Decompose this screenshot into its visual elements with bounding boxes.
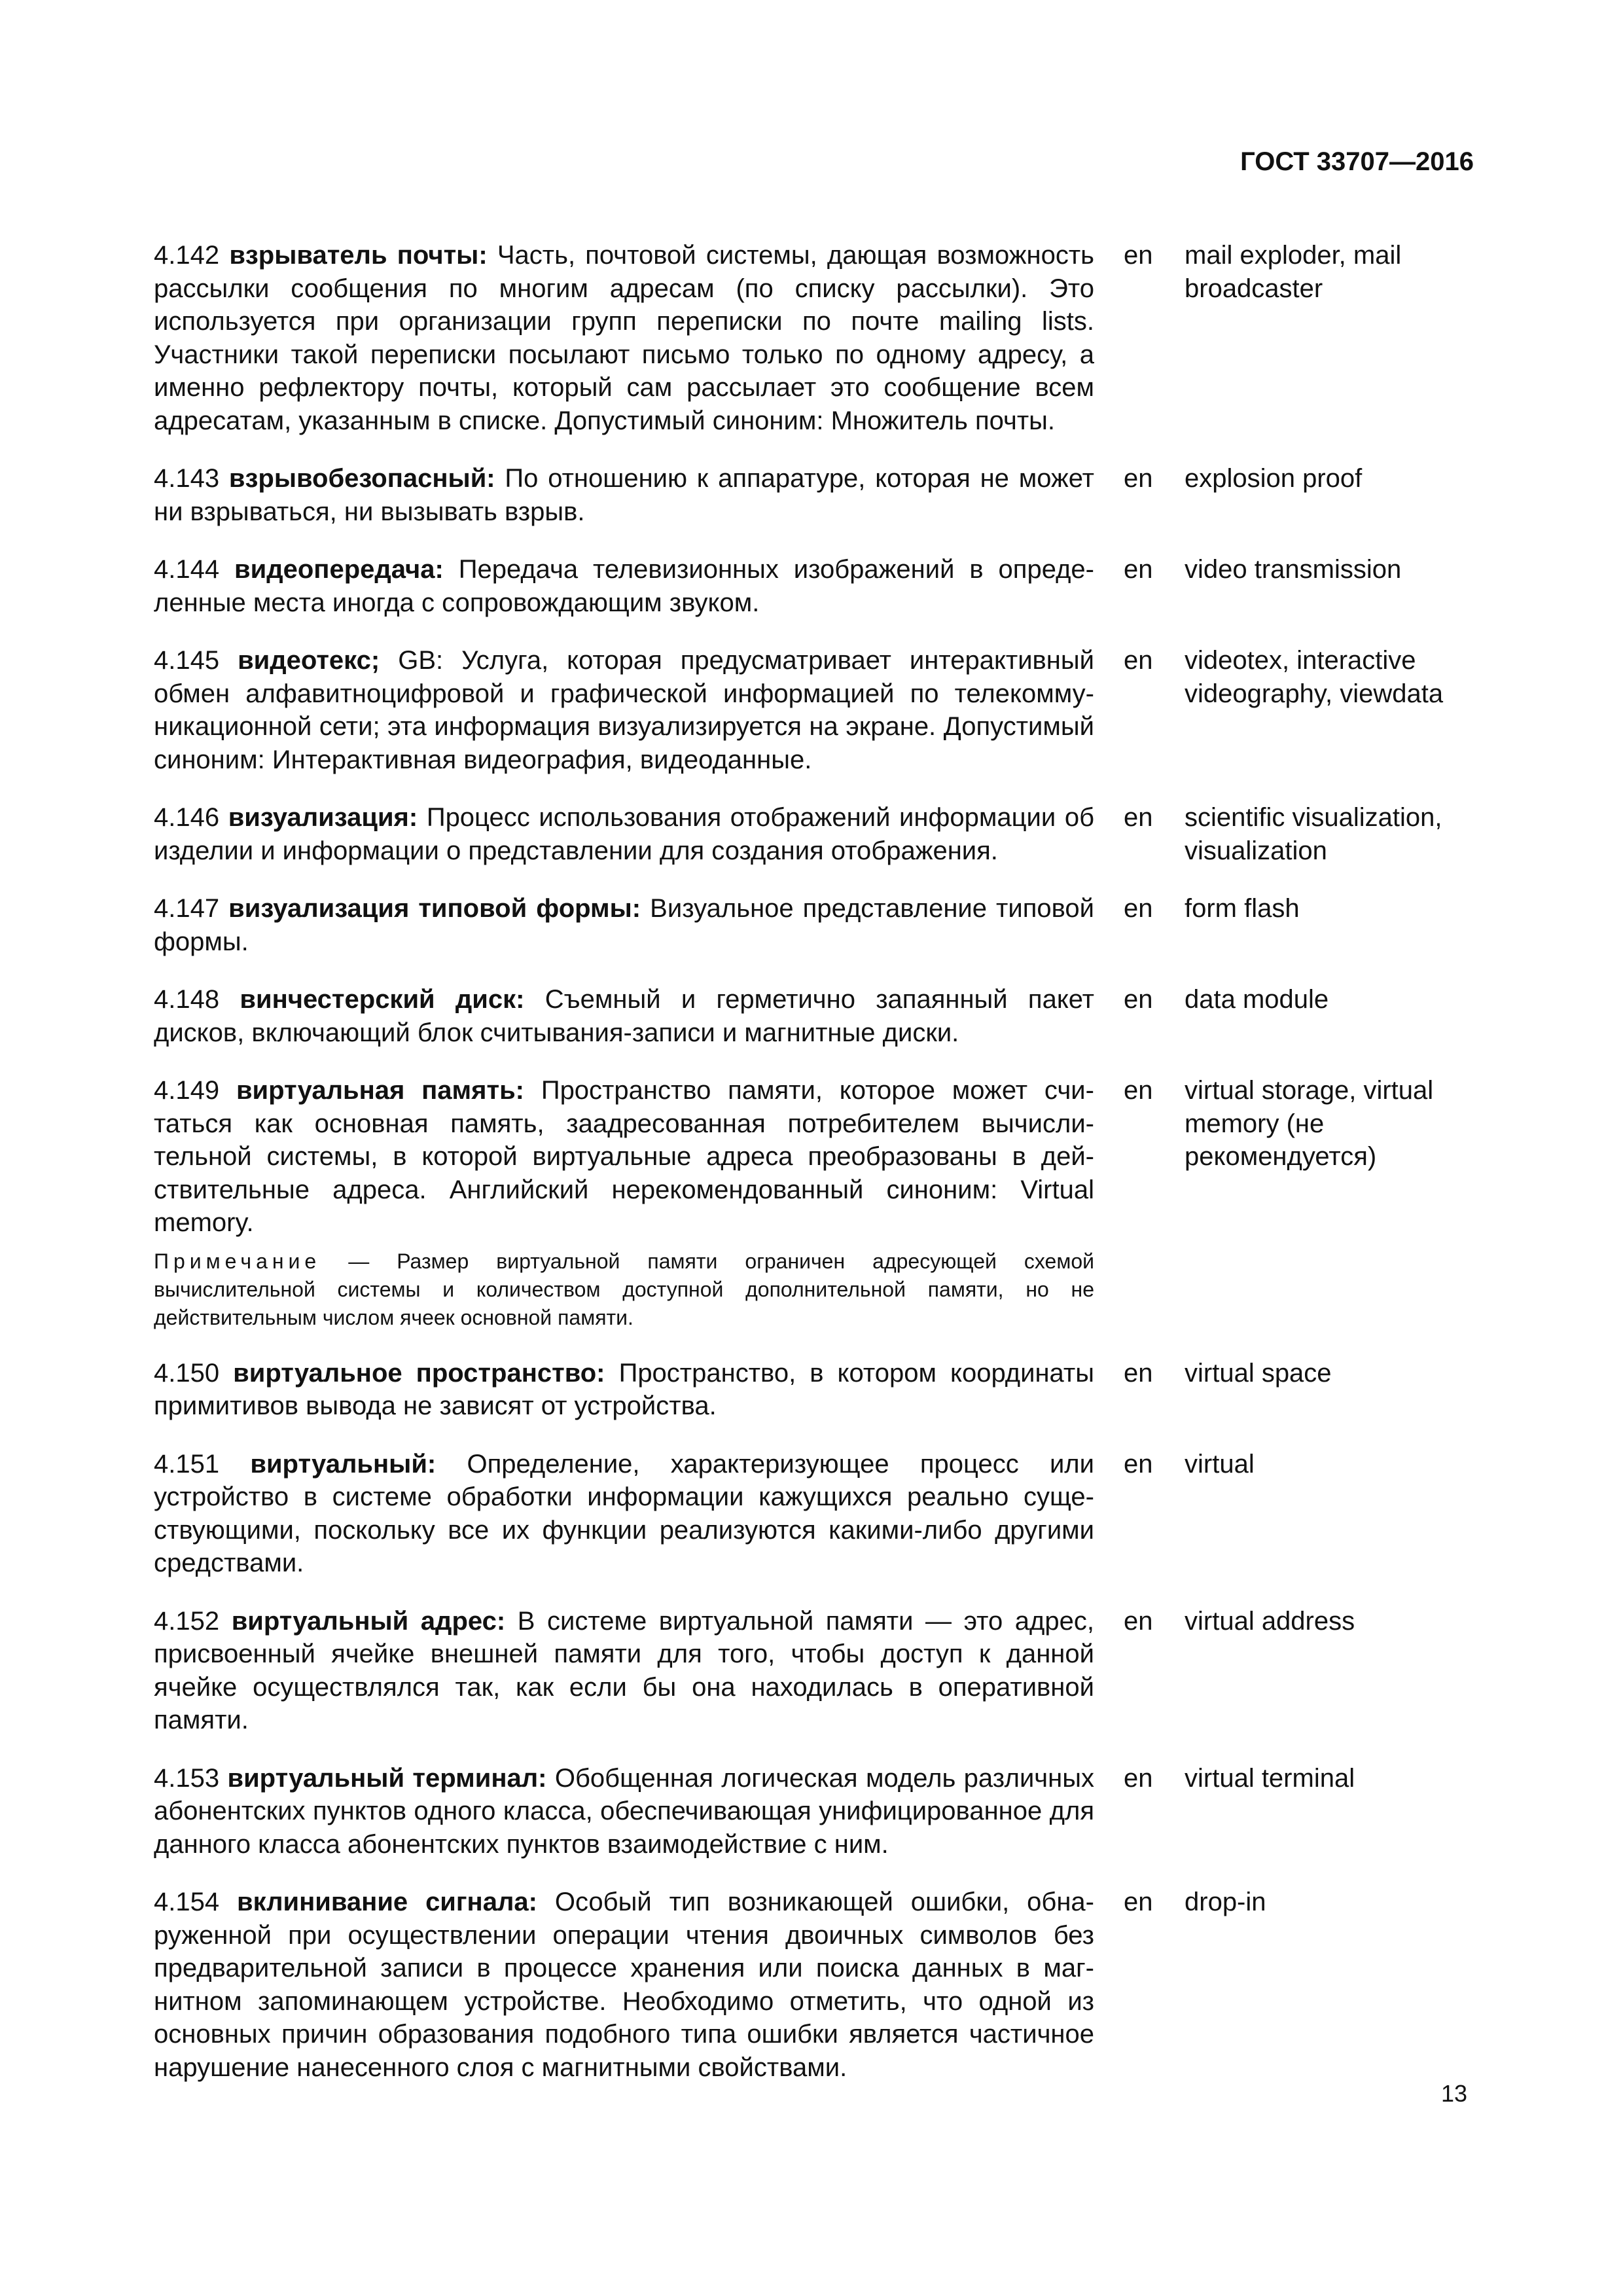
term-title: взрыватель почты: — [229, 241, 488, 270]
term-definition — [154, 1357, 1094, 1423]
term-entry — [154, 239, 1482, 437]
term-definition — [154, 1074, 1094, 1240]
term-title: видеопередача: — [234, 555, 444, 584]
term-note — [154, 1247, 1094, 1332]
english-equivalent: data module — [1185, 985, 1329, 1014]
term-title: виртуальный адрес: — [231, 1606, 506, 1636]
term-definition — [154, 462, 1094, 528]
language-code: en — [1124, 803, 1153, 832]
term-entry — [154, 1448, 1482, 1580]
term-text: GB: Услуга, которая предусматривает интерактивный обмен алфавитноцифровой и графической информацией по телекоммуникационной сети; эта информация визуализируется на экране. Допустимый синоним: Интерактивная видеография, видеоданные. — [154, 646, 1094, 774]
english-equivalent: explosion proof — [1185, 464, 1363, 493]
term-title: виртуальная память: — [236, 1076, 524, 1105]
english-equivalent: virtual space — [1185, 1358, 1332, 1388]
language-code: en — [1124, 1606, 1153, 1636]
term-definition — [154, 1886, 1094, 2084]
english-equivalent: virtual storage, virtual memory (не рекомендуется) — [1185, 1076, 1434, 1171]
english-equivalent: mail exploder, mail broadcaster — [1185, 241, 1402, 303]
term-text: Съемный и герметично запаянный пакет дисков, включающий блок считывания-записи и магнитные диски. — [154, 985, 1095, 1047]
language-code: en — [1124, 1449, 1153, 1479]
term-entry — [154, 1357, 1482, 1423]
language-code: en — [1124, 894, 1153, 923]
term-entry — [154, 644, 1482, 776]
term-title: взрывобезопасный: — [228, 464, 495, 493]
term-number: 4.150 — [154, 1358, 220, 1388]
term-number: 4.153 — [154, 1763, 220, 1793]
term-number: 4.147 — [154, 894, 220, 923]
term-number: 4.145 — [154, 646, 220, 675]
term-entry — [154, 801, 1482, 867]
language-code: en — [1124, 1076, 1153, 1105]
term-entry — [154, 1762, 1482, 1861]
term-text: Визуальное представление типовой формы. — [154, 894, 1094, 956]
language-code: en — [1124, 1888, 1153, 1916]
term-title: вклинивание сигнала: — [237, 1888, 537, 1916]
term-definition — [154, 1762, 1094, 1861]
term-text: Пространство, в котором координаты примитивов вывода не зависят от устройства. — [154, 1358, 1094, 1420]
term-number: 4.152 — [154, 1606, 220, 1636]
term-text: Передача телевизионных изображений в определенные места иногда с сопровождающим звуком. — [154, 555, 1094, 617]
term-definition — [154, 644, 1094, 776]
term-entry — [154, 1886, 1482, 2084]
term-text: По отношению к аппаратуре, которая не может ни взрываться, ни вызывать взрыв. — [154, 464, 1094, 526]
term-number: 4.154 — [154, 1888, 220, 1916]
english-equivalent: video transmission — [1185, 555, 1402, 584]
language-code: en — [1124, 985, 1153, 1014]
language-code: en — [1124, 464, 1153, 493]
term-number: 4.149 — [154, 1076, 220, 1105]
term-number: 4.151 — [154, 1449, 220, 1479]
term-definition — [154, 1448, 1094, 1580]
term-text: Часть, почтовой системы, дающая возможность рассылки сообщения по многим адресам (по списку рассылки). Это используется при организации групп переписки по почте mailing lists. Участники такой переписки посылают письмо только по одному адресу, а именно рефлектору почты, который сам рассылает это сообщение всем адресатам, указанным в списке. Допустимый синоним: Множитель почты. — [154, 241, 1094, 435]
english-equivalent: form flash — [1185, 894, 1300, 923]
term-entry — [154, 1074, 1482, 1240]
term-entry — [154, 892, 1482, 958]
term-text: Процесс использования отображений информации об изделии и информации о представлении для создания отображения. — [154, 803, 1094, 865]
note-text: — Размер виртуальной памяти ограничен адресующей схемой вычислительной системы и количеством доступной дополнительной памяти, но не действительным числом ячеек основной памяти. — [154, 1249, 1094, 1329]
term-number: 4.148 — [154, 985, 220, 1014]
term-text: Особый тип возникающей ошибки, обнаруженной при осуществлении операции чтения двоичных символов без предварительной записи в процессе хранения или поиска данных в магнитном запоминающем устройстве. Необходимо отметить, что одной из основных причин образования подобного типа ошибки является частичное нарушение нанесенного слоя с магнитными свойствами. — [154, 1888, 1094, 2082]
term-title: визуализация: — [228, 803, 418, 832]
term-title: визуализация типовой формы: — [228, 894, 641, 923]
term-title: видеотекс; — [238, 646, 380, 675]
term-title: винчестерский диск: — [240, 985, 525, 1014]
english-equivalent: virtual address — [1185, 1606, 1355, 1636]
english-equivalent: drop-in — [1185, 1888, 1266, 1916]
term-definition — [154, 239, 1094, 437]
language-code: en — [1124, 646, 1153, 675]
term-entry — [154, 983, 1482, 1049]
term-definition — [154, 983, 1094, 1049]
term-definition — [154, 892, 1094, 958]
term-entry — [154, 1605, 1482, 1737]
term-title: виртуальное пространство: — [233, 1358, 605, 1388]
page-number: 13 — [1440, 2080, 1467, 2107]
term-number: 4.146 — [154, 803, 220, 832]
english-equivalent: videotex, interactive videography, viewdata — [1185, 646, 1444, 708]
term-definition — [154, 553, 1094, 619]
language-code: en — [1124, 555, 1153, 584]
term-text: Определение, характеризующее процесс или устройство в системе обработки информации кажущихся реально существующими, поскольку все их функции реализуются какими-либо другими средствами. — [154, 1449, 1094, 1577]
term-entry — [154, 462, 1482, 528]
term-title: виртуальный: — [250, 1449, 437, 1479]
term-definition — [154, 801, 1094, 867]
term-text: Пространство памяти, которое может считаться как основная память, заадресованная потребителем вычислительной системы, в которой виртуальные адреса преобразованы в действительные адреса. Английский нерекомендованный синоним: Virtual memory. — [154, 1076, 1094, 1237]
english-equivalent: virtual terminal — [1185, 1763, 1355, 1793]
term-number: 4.144 — [154, 555, 220, 584]
terms-list — [154, 239, 1482, 2109]
language-code: en — [1124, 1763, 1153, 1793]
english-equivalent: scientific visualization, visualization — [1185, 803, 1442, 865]
term-title: виртуальный терминал: — [227, 1763, 547, 1793]
term-number: 4.142 — [154, 241, 220, 270]
english-equivalent: virtual — [1185, 1449, 1255, 1479]
document-header: ГОСТ 33707—2016 — [1240, 147, 1474, 176]
term-text: Обобщенная логическая модель различных абонентских пунктов одного класса, обеспечивающая унифицированное для данного класса абонентских пунктов взаимодействие с ним. — [154, 1763, 1094, 1859]
language-code: en — [1124, 1358, 1153, 1388]
term-number: 4.143 — [154, 464, 220, 493]
term-definition — [154, 1605, 1094, 1737]
term-text: В системе виртуальной памяти — это адрес, присвоенный ячейке внешней памяти для того, чтобы доступ к данной ячейке осуществлялся так, как если бы она находилась в оперативной памяти. — [154, 1606, 1095, 1734]
term-entry — [154, 553, 1482, 619]
note-label: Примечание — [154, 1249, 321, 1273]
language-code: en — [1124, 241, 1153, 270]
